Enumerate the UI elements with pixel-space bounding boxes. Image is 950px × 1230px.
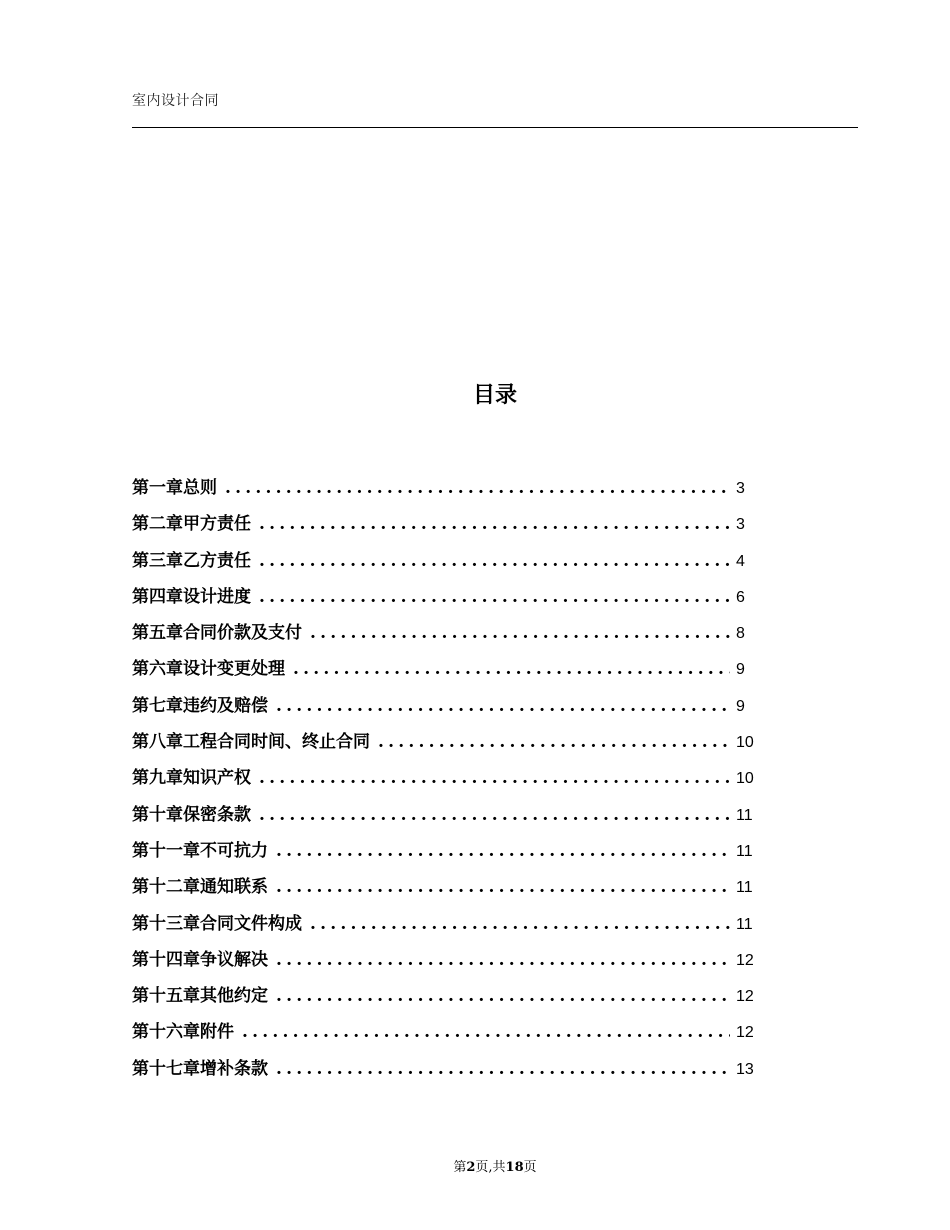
toc-entry-label: 第十三章合同文件构成 [132, 913, 302, 934]
toc-entry[interactable] [132, 833, 764, 869]
toc-entry-page: 3 [736, 480, 745, 497]
toc-entry[interactable] [132, 724, 764, 760]
toc-entry[interactable] [132, 688, 764, 724]
toc-dot-leader [259, 797, 730, 833]
toc-entry[interactable] [132, 543, 764, 579]
toc-entry-label: 第七章违约及赔偿 [132, 695, 268, 716]
toc-entry-page: 10 [736, 734, 754, 752]
toc-entry-label: 第十六章附件 [132, 1022, 234, 1043]
footer-total-pages: 18 [505, 1160, 524, 1175]
page-footer [0, 1156, 950, 1175]
toc-entry-label: 第二章甲方责任 [132, 514, 251, 535]
toc-dot-leader [276, 688, 730, 724]
toc-dot-leader [259, 760, 730, 796]
toc-entry[interactable] [132, 615, 764, 651]
footer-middle: 页,共 [475, 1160, 506, 1175]
toc-entry[interactable] [132, 760, 764, 796]
toc-entry-page: 12 [736, 988, 754, 1006]
toc-entry-page: 4 [736, 552, 745, 570]
toc-entry-label: 第十二章通知联系 [132, 877, 268, 898]
toc-dot-leader [242, 1014, 730, 1050]
toc-entry-label: 第十章保密条款 [132, 804, 251, 825]
toc-entry-page: 12 [736, 1024, 754, 1042]
toc-dot-leader [378, 724, 730, 760]
toc-dot-leader [259, 543, 730, 579]
toc-dot-leader [310, 906, 730, 942]
footer-prefix: 第 [453, 1160, 467, 1175]
table-of-contents [132, 470, 764, 1087]
toc-entry-page: 11 [736, 842, 753, 860]
toc-entry-label: 第四章设计进度 [132, 586, 251, 607]
toc-entry-page: 12 [736, 951, 754, 969]
toc-dot-leader [276, 942, 730, 978]
toc-entry[interactable] [132, 470, 764, 506]
toc-entry-page: 9 [736, 661, 745, 679]
toc-dot-leader [276, 978, 730, 1014]
toc-entry-label: 第六章设计变更处理 [132, 659, 285, 680]
toc-dot-leader [276, 1051, 730, 1087]
toc-entry[interactable] [132, 1051, 764, 1087]
toc-entry-page: 10 [736, 770, 754, 788]
toc-entry-label: 第十四章争议解决 [132, 949, 268, 970]
toc-entry-page: 13 [736, 1060, 754, 1078]
toc-dot-leader [259, 579, 730, 615]
toc-entry[interactable] [132, 651, 764, 687]
toc-title: 目录 [472, 382, 517, 408]
toc-entry-label: 第五章合同价款及支付 [132, 623, 302, 644]
toc-entry[interactable] [132, 906, 764, 942]
toc-entry-label: 第一章总则 [132, 478, 217, 498]
toc-entry[interactable] [132, 869, 764, 905]
header-divider [132, 127, 858, 128]
toc-entry-page: 6 [736, 588, 745, 606]
toc-entry-label: 第三章乙方责任 [132, 550, 251, 571]
toc-entry-page: 11 [736, 915, 753, 933]
page-header-title: 室内设计合同 [132, 93, 219, 109]
toc-entry-label: 第八章工程合同时间、终止合同 [132, 732, 370, 753]
toc-dot-leader [276, 869, 730, 905]
toc-entry-label: 第十五章其他约定 [132, 986, 268, 1007]
toc-entry-label: 第十七章增补条款 [132, 1058, 268, 1079]
footer-current-page: 2 [466, 1160, 476, 1175]
toc-entry-page: 11 [736, 806, 753, 824]
toc-entry-label: 第九章知识产权 [132, 768, 251, 789]
toc-entry[interactable] [132, 797, 764, 833]
toc-entry-page: 11 [736, 879, 753, 897]
toc-entry-label: 第十一章不可抗力 [132, 840, 268, 861]
toc-entry[interactable] [132, 579, 764, 615]
toc-entry[interactable] [132, 942, 764, 978]
toc-dot-leader [276, 833, 730, 869]
toc-entry-page: 8 [736, 625, 745, 643]
toc-entry-page: 9 [736, 697, 745, 715]
toc-entry[interactable] [132, 1014, 764, 1050]
toc-dot-leader [225, 470, 730, 506]
toc-entry[interactable] [132, 978, 764, 1014]
toc-entry[interactable] [132, 506, 764, 542]
toc-entry-page: 3 [736, 516, 745, 534]
toc-dot-leader [259, 506, 730, 542]
toc-dot-leader [293, 651, 730, 687]
toc-dot-leader [310, 615, 730, 651]
footer-suffix: 页 [523, 1160, 537, 1175]
